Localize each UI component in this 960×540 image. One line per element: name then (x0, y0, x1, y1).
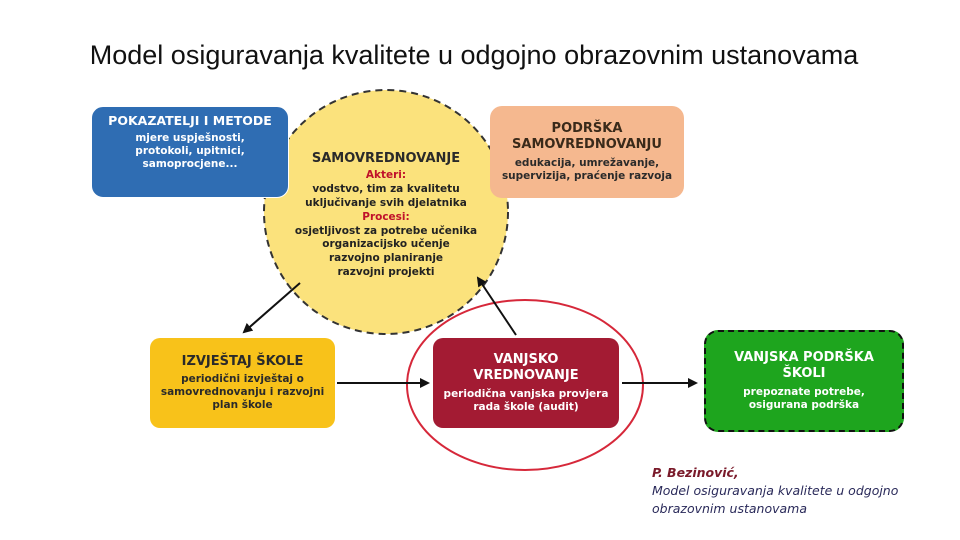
credit-work-line-2: obrazovnim ustanovama (652, 501, 807, 517)
external-support-title-line-1: VANJSKA PODRŠKA (734, 350, 874, 366)
processes-line-4: razvojni projekti (337, 266, 435, 279)
processes-line-2: organizacijsko učenje (322, 238, 450, 251)
external-evaluation-box (433, 338, 619, 428)
self-evaluation-title: SAMOVREDNOVANJE (311, 151, 461, 166)
external-support-line-1: prepoznate potrebe, (743, 385, 865, 398)
processes-line-1: osjetljivost za potrebe učenika (294, 224, 478, 237)
source-credit (652, 464, 952, 518)
support-line-2: supervizija, praćenje razvoja (501, 169, 673, 182)
evaluation-title-line-1: VANJSKO (493, 352, 559, 368)
report-line-2: samovrednovanju i razvojni (160, 386, 325, 399)
support-title-line-2: SAMOVREDNOVANJU (512, 137, 662, 153)
indicators-line-3: samoprocjene... (142, 157, 238, 170)
self-evaluation-content (268, 150, 504, 280)
external-support-box (704, 330, 904, 432)
evaluation-line-2: rada škole (audit) (473, 400, 579, 413)
credit-author: P. Bezinović, (652, 465, 739, 480)
report-line-1: periodični izvještaj o (181, 372, 304, 385)
credit-work-line-1: Model osiguravanja kvalitete u odgojno (652, 483, 899, 499)
actors-label: Akteri: (365, 169, 407, 182)
evaluation-title-line-2: VREDNOVANJE (473, 368, 579, 384)
support-line-1: edukacija, umrežavanje, (514, 156, 660, 169)
processes-label: Procesi: (362, 210, 410, 223)
indicators-methods-box (91, 106, 289, 198)
external-support-title-line-2: ŠKOLI (782, 366, 826, 382)
processes-line-3: razvojno planiranje (328, 252, 444, 265)
external-support-line-2: osigurana podrška (748, 398, 860, 411)
school-report-box (150, 338, 335, 428)
indicators-line-1: mjere uspješnosti, (135, 131, 245, 144)
support-title-line-1: PODRŠKA (551, 121, 623, 137)
actors-line-2: uključivanje svih djelatnika (305, 196, 467, 209)
self-evaluation-support-box (490, 106, 684, 198)
indicators-line-2: protokoli, upitnici, (135, 144, 245, 157)
actors-line-1: vodstvo, tim za kvalitetu (312, 183, 460, 196)
arrow-circle-to-report (244, 283, 300, 332)
indicators-methods-title: POKAZATELJI I METODE (108, 113, 272, 128)
arrow-evaluation-to-circle (478, 278, 516, 335)
evaluation-line-1: periodična vanjska provjera (443, 387, 609, 400)
report-line-3: plan škole (212, 399, 273, 412)
school-report-title: IZVJEŠTAJ ŠKOLE (181, 353, 304, 369)
page-title: Model osiguravanja kvalitete u odgojno obrazovnim ustanovama (89, 40, 859, 70)
